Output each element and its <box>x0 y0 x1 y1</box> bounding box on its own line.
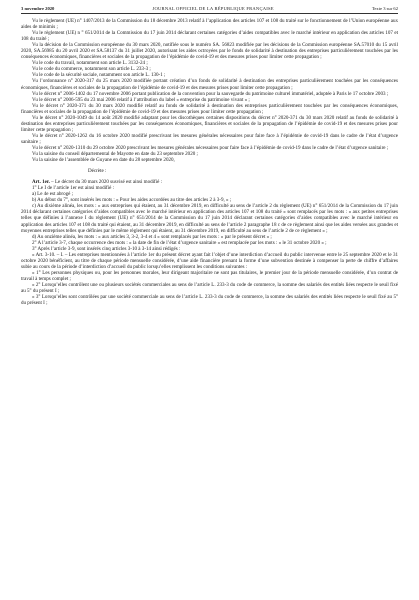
page-number: Texte 3 sur 62 <box>371 6 398 11</box>
visa-paragraph: Vu le code du commerce, notamment son article L. 233-3 ; <box>32 66 151 73</box>
visa-paragraph: Vu le décret n° 2020-371 du 30 mars 2020 modifié relatif au fonds de solidarité à destination des entreprises particulièrement touchées par les conséquences économiques, financières et sociales de la propagation de l’épidémie de covid-19 et des mesures prises pour limiter cette propagation ; <box>21 102 398 115</box>
header-rule <box>21 13 398 14</box>
visa-paragraph: Vu la saisine du conseil départemental de Mayotte en date du 23 septembre 2020 ; <box>32 151 198 158</box>
article-paragraph: a) Le 4e est abrogé ; <box>32 191 74 198</box>
visa-paragraph: Vu le règlement (UE) n° 1407/2013 de la Commission du 18 décembre 2013 relatif à l’application des articles 107 et 108 du traité sur le fonctionnement de l’Union européenne aux aides de minimis ; <box>21 18 398 31</box>
article-paragraph: 2° A l’article 3-7, chaque occurrence des mots : « la date de fin de l’état d’urgence sanitaire » est remplacée par les mots : « le 31 octobre 2020 » ; <box>32 239 327 246</box>
visa-paragraph: Vu le décret n° 2006-1402 du 17 novembre 2006 portant publication de la convention pour la sauvegarde du patrimoine culturel immatériel, adoptée à Paris le 17 octobre 2003 ; <box>32 90 389 97</box>
page-header <box>21 6 398 13</box>
visa-paragraph: Vu le code du travail, notamment son article L. 3132-24 ; <box>32 60 148 67</box>
visa-paragraph: Vu le décret n° 2020-1049 du 14 août 2020 modifié adaptant pour les discothèques certaines dispositions du décret n° 2020-371 du 30 mars 2020 relatif au fonds de solidarité à destination des entreprises particulièrement touchées par les conséquences économiques, financières et sociales de la propagation de l’épidémie de covid-19 et des mesures prises pour limiter cette propagation ; <box>21 114 398 133</box>
article-body <box>21 179 398 306</box>
visa-paragraph: Vu la saisine de l’assemblée de Guyane en date du 28 septembre 2020, <box>32 157 175 164</box>
article-paragraph: 3° Après l’article 3-9, sont insérés cinq articles 3-10 à 3-14 ainsi rédigés : <box>32 245 181 252</box>
article-label: Art. 1er. <box>32 179 50 186</box>
visa-paragraph: Vu le décret n° 2006-595 du 23 mai 2006 relatif à l’attribution du label « entreprise du patrimoine vivant » ; <box>32 96 250 103</box>
article-intro: – Le décret du 30 mars 2020 susvisé est ainsi modifié : <box>49 179 163 186</box>
visa-paragraph: Vu le code de la sécurité sociale, notamment son article L. 130-1 ; <box>32 72 166 79</box>
article-paragraph: « 1° Les personnes physiques ou, pour les personnes morales, leur dirigeant majoritaire ne sont pas titulaires, le premier jour de la période mensuelle considérée, d’un contrat de travail à temps complet ; <box>21 269 398 282</box>
decrete-heading: Décrète : <box>88 168 107 175</box>
article-paragraph: c) Au dixième alinéa, les mots : « aux entreprises qui étaient, au 31 décembre 2019, en difficulté au sens de l’article 2 du règlement (UE) n° 651/2014 de la Commission du 17 juin 2014 déclarant certaines catégories d’aides compatibles avec le marché intérieur en application des articles 107 et 108 du traité » sont remplacés par les mots : « aux petites entreprises telles que définies à l’annexe I du règlement (UE) n° 651/2014 de la Commission du 17 juin 2014 déclarant certaines catégories d’aides compatibles avec le marché intérieur en application des articles 107 et 108 du traité qui étaient, au 31 décembre 2019, en difficulté au sens de l’article 2 paragraphe 18 c de ce règlement ainsi que les aides versées aux grandes et moyennes entreprises telles que définies par le même règlement qui étaient, au 31 décembre 2019, en difficulté au sens de l’article 2 de ce règlement » ; <box>21 203 398 234</box>
visa-paragraph: Vu l’ordonnance n° 2020-317 du 25 mars 2020 modifiée portant création d’un fonds de solidarité à destination des entreprises particulièrement touchées par les conséquences économiques, financières et sociales de la propagation de l’épidémie de covid-19 et des mesures prises pour limiter cette propagation ; <box>21 78 398 91</box>
article-paragraph: « 3° Lorsqu’elles sont contrôlées par une société commerciale au sens de l’article L. 233-3 du code de commerce, la somme des salariés des entités liées respecte le seuil fixé au 5° du présent I ; <box>21 294 398 307</box>
article-paragraph: b) Au début du 7°, sont insérés les mots : « Pour les aides accordées au titre des articles 2 à 3-9, » ; <box>32 197 232 204</box>
visa-paragraph: Vu la décision de la Commission européenne du 30 mars 2020, notifiée sous le numéro SA. 56823 modifiée par les décisions de la Commission européenne SA.57010 du 15 avril 2020, SA.56985 du 20 avril 2020 et SA.58137 du 31 juillet 2020, autorisant les aides octroyées par le fonds de solidarité à destination des entreprises particulièrement touchées par les conséquences économiques, financières et sociales de la propagation de l’épidémie de covid-19 et des mesures prises pour limiter cette propagation ; <box>21 42 398 61</box>
article-paragraph: « Art. 3-10. – I. – Les entreprises mentionnées à l’article 1er du présent décret ayant fait l’objet d’une interdiction d’accueil du public intervenue entre le 25 septembre 2020 et le 31 octobre 2020 bénéficient, au titre de chaque période mensuelle considérée, d’une aide financière prenant la forme d’une subvention destinée à compenser la perte de chiffre d’affaires subie au cours de la période d’interdiction d’accueil du public lorsqu’elles remplissent les conditions suivantes : <box>21 251 398 270</box>
visa-paragraph: Vu le règlement (UE) n ° 651/2014 de la Commission du 17 juin 2014 déclarant certaines catégories d’aides compatibles avec le marché intérieur en application des articles 107 et 108 du traité ; <box>21 30 398 43</box>
visa-paragraph: Vu le décret n° 2020-1310 du 29 octobre 2020 prescrivant les mesures générales nécessaires pour faire face à l’épidémie de covid-19 dans le cadre de l’état d’urgence sanitaire ; <box>32 144 389 151</box>
visas-block <box>21 18 398 163</box>
journal-title: JOURNAL OFFICIEL DE LA RÉPUBLIQUE FRANÇAISE <box>152 6 274 11</box>
article-paragraph: d) Au onzième alinéa, les mots : « aux articles 3, 3-2, 3-4 et 4 » sont remplacés par les mots : « par le présent décret » ; <box>32 233 272 240</box>
publication-date: 3 novembre 2020 <box>21 6 55 11</box>
visa-paragraph: Vu le décret n° 2020-1262 du 16 octobre 2020 modifié prescrivant les mesures générales nécessaires pour faire face à l’épidémie de covid-19 dans le cadre de l’état d’urgence sanitaire ; <box>21 132 398 145</box>
article-paragraph: 1° Le I de l’article 1er est ainsi modifié : <box>32 185 115 192</box>
article-paragraph: « 2° Lorsqu’elles contrôlent une ou plusieurs sociétés commerciales au sens de l’article L. 233-3 du code de commerce, la somme des salariés des entités liées respecte le seuil fixé au 5° du présent I ; <box>21 281 398 295</box>
